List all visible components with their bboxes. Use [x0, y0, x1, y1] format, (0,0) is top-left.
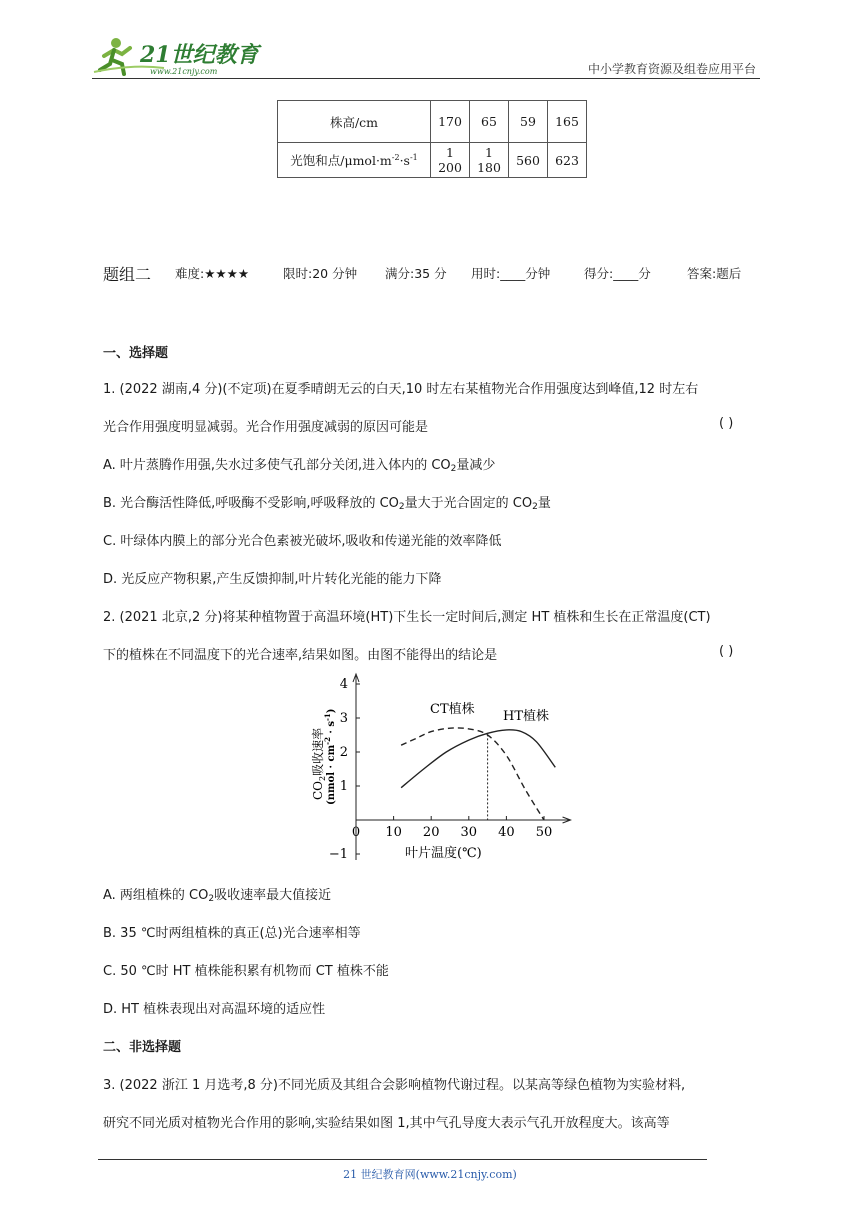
question-2-line-2: 下的植株在不同温度下的光合速率,结果如图。由图不能得出的结论是	[103, 648, 498, 663]
x-tick-label: 10	[385, 825, 402, 840]
full-score: 满分:35 分	[385, 266, 447, 281]
time-limit: 限时:20 分钟	[283, 266, 358, 281]
question-2-option-c: C. 50 ℃时 HT 植株能积累有机物而 CT 植株不能	[103, 964, 389, 979]
data-table	[277, 100, 587, 178]
logo	[92, 34, 262, 78]
table-cell: 1 200	[431, 143, 470, 178]
question-2-option-a: A. 两组植株的 $CO_2$吸收速率最大值接近	[103, 888, 332, 904]
table-cell: 165	[548, 101, 587, 143]
table-row	[278, 143, 587, 178]
table-cell: 170	[431, 101, 470, 143]
x-tick-label: 50	[535, 825, 553, 840]
series-line-ct	[401, 728, 544, 820]
y-tick-label: 4	[339, 677, 348, 692]
question-3-line-2: 研究不同光质对植物光合作用的影响,实验结果如图 1,其中气孔导度大表示气孔开放程度大。该高等	[103, 1116, 670, 1131]
legend-ct: CT植株	[430, 702, 475, 717]
table-cell: 65	[470, 101, 509, 143]
question-2-option-b: B. 35 ℃时两组植株的真正(总)光合速率相等	[103, 926, 361, 941]
y-tick-label: 2	[339, 745, 348, 760]
y-tick-label: −1	[328, 847, 348, 862]
table-cell: 560	[509, 143, 548, 178]
question-1-option-c: C. 叶绿体内膜上的部分光合色素被光破坏,吸收和传递光能的效率降低	[103, 534, 502, 549]
x-tick-label: 40	[498, 825, 515, 840]
logo-runner-icon	[92, 34, 262, 78]
series-line-ht	[401, 730, 555, 788]
question-1-option-d: D. 光反应产物积累,产生反馈抑制,叶片转化光能的能力下降	[103, 572, 442, 587]
score: 得分:____分	[584, 266, 651, 281]
logo-text: 21世纪教育	[140, 42, 259, 68]
time-used: 用时:____分钟	[471, 266, 551, 281]
logo-url: www.21cnjy.com	[150, 67, 218, 76]
table-cell: 1 180	[470, 143, 509, 178]
answer-blank: ( )	[719, 644, 734, 659]
header-divider	[92, 78, 760, 79]
table-cell: 59	[509, 101, 548, 143]
table-cell: 623	[548, 143, 587, 178]
y-axis-unit: (nmol · $cm^{-2} \cdot s^{-1}$)	[323, 708, 337, 805]
group-title: 题组二	[103, 265, 152, 284]
table-row	[278, 101, 587, 143]
x-axis-label: 叶片温度(℃)	[405, 846, 482, 861]
question-1-line-2: 光合作用强度明显减弱。光合作用强度减弱的原因可能是	[103, 420, 429, 435]
section-heading: 一、选择题	[103, 346, 169, 361]
table-row-label: 光饱和点$/\mu mol\cdot m^{-2}\cdot s^{-1}$	[278, 143, 431, 178]
y-axis-label: $CO_2$吸收速率	[311, 727, 327, 800]
section-heading: 二、非选择题	[103, 1040, 182, 1055]
y-tick-label: 3	[339, 711, 348, 726]
x-tick-label: 30	[460, 825, 478, 840]
answer-location: 答案:题后	[687, 266, 742, 281]
x-tick-label: 0	[351, 825, 361, 840]
legend-ht: HT植株	[503, 709, 550, 724]
x-tick-label: 20	[422, 825, 440, 840]
question-1-line-1: 1. (2022 湖南,4 分)(不定项)在夏季晴朗无云的白天,10 时左右某植物光合作用强度达到峰值,12 时左右	[103, 382, 699, 397]
table-row-label: 株高/cm	[278, 101, 431, 143]
question-2-line-1: 2. (2021 北京,2 分)将某种植物置于高温环境(HT)下生长一定时间后,测定 HT 植株和生长在正常温度(CT)	[103, 610, 711, 625]
platform-name: 中小学教育资源及组卷应用平台	[587, 62, 756, 76]
question-2-option-d: D. HT 植株表现出对高温环境的适应性	[103, 1002, 326, 1017]
footer-link[interactable]: 21 世纪教育网(www.21cnjy.com)	[343, 1168, 517, 1181]
question-1-option-a: A. 叶片蒸腾作用强,失水过多使气孔部分关闭,进入体内的 $CO_2$量减少	[103, 458, 496, 474]
answer-blank: ( )	[719, 416, 734, 431]
photosynthesis-chart	[280, 665, 580, 870]
footer-divider	[98, 1159, 707, 1160]
question-1-option-b: B. 光合酶活性降低,呼吸酶不受影响,呼吸释放的 $CO_2$量大于光合固定的 $CO_2$量	[103, 496, 551, 512]
question-3-line-1: 3. (2022 浙江 1 月选考,8 分)不同光质及其组合会影响植物代谢过程。以某高等绿色植物为实验材料,	[103, 1078, 686, 1093]
difficulty: 难度:★★★★	[175, 266, 250, 281]
y-tick-label: 1	[339, 779, 348, 794]
